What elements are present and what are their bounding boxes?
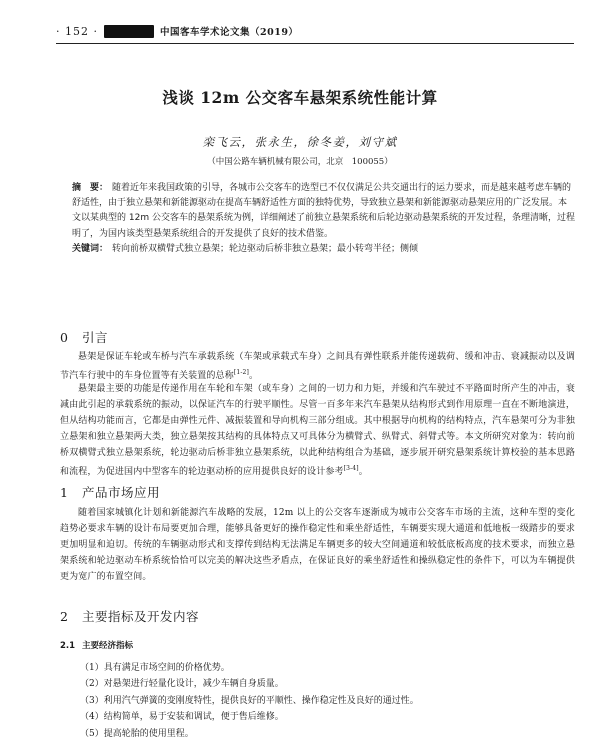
intro-paragraph-2	[60, 381, 575, 480]
citation-ref: [3-4]	[343, 465, 359, 472]
subsection-number: 2.1	[60, 641, 76, 651]
paragraph-end: 。	[248, 371, 259, 381]
list-item: （4）结构简单，易于安装和调试，便于售后维修。	[80, 712, 284, 723]
header-rule	[56, 43, 574, 44]
abstract-label: 摘 要：	[72, 183, 109, 193]
running-header	[56, 22, 576, 40]
page-number: · 152 ·	[56, 24, 98, 38]
paragraph-text: 悬架是保证车轮或车桥与汽车承载系统（车架或承载式车身）之间具有弹性联系并能传递载荷、缓和冲击、衰减振动以及调节汽车行驶中的车身位置等有关装置的总称	[60, 352, 575, 381]
list-item: （2）对悬架进行轻量化设计，减少车辆自身质量。	[80, 679, 284, 690]
article-authors: 栾飞云，张永生，徐冬姜，刘守斌	[202, 135, 398, 149]
section-heading-2	[60, 607, 199, 625]
paragraph-text: 悬架最主要的功能是传递作用在车轮和车架（或车身）之间的一切力和力矩，并缓和汽车驶过不平路面时所产生的冲击，衰减由此引起的承载系统的振动，以保证汽车的行驶平顺性。尽管一百多年来汽车悬架从结构形式到作用原理一直在不断地演进，但从结构功能而言，它都是由弹性元件、减振装置和导向机构三部分组成。其中根据导向机构的结构特点，汽车悬架可分为非独立悬架和独立悬架两大类，独立悬架按其结构的具体特点又可具体分为横臂式、纵臂式、斜臂式等。本文所研究对象为：转向前桥双横臂式独立悬架系统，轮边驱动后桥非独立悬架系统，以此种结构组合为基础，逐步展开研究悬架系统计算校验的基本思路和流程，为促进国内中型客车的轮边驱动桥的应用提供良好的设计参考	[60, 384, 575, 477]
section-heading-0	[60, 328, 108, 346]
subsection-title: 主要经济指标	[82, 641, 134, 651]
paragraph-text: 随着国家城镇化计划和新能源汽车战略的发展，12m 以上的公交客车逐渐成为城市公交客车市场的主流，这种车型的变化趋势必要求车辆的设计布局要更加合理，能够具备更好的操作稳定性和乘坐舒适性，车辆要实现大通道和低地板一级踏步的要求更加明显和迫切。传统的车辆驱动形式和支撑传到结构无法满足车辆更多的较大空间通道和较低底板高度的技术要求，而独立悬架系统和轮边驱动车桥系统恰恰可以完美的解决这些矛盾点，在保证良好的乘坐舒适性和操纵稳定性的条件下，可以为车辆提供更为宽广的布置空间。	[60, 508, 575, 582]
section-heading-1	[60, 483, 160, 501]
subsection-heading-2-1	[60, 639, 133, 651]
intro-paragraph-1	[60, 349, 575, 384]
section-title: 产品市场应用	[82, 485, 161, 500]
keywords-label: 关键词：	[72, 243, 109, 254]
section-number: 1	[60, 485, 69, 500]
section-title: 引言	[82, 330, 109, 345]
list-item: （5）提高轮胎的使用里程。	[80, 728, 194, 739]
keywords-line	[72, 242, 575, 257]
list-item: （3）利用汽气弹簧的变刚度特性，提供良好的平顺性、操作稳定性及良好的通过性。	[80, 695, 419, 706]
section-number: 0	[60, 330, 69, 345]
abstract-text: 随着近年来我国政策的引导，各城市公交客车的选型已不仅仅满足公共交通出行的运力要求，而是越来越考虑车辆的舒适性，由于独立悬架和新能源驱动在提高车辆舒适性方面的独特优势，导致独立悬架和新能源驱动悬架应用的广泛发展。本文以某典型的 12m 公交客车的悬架系统为例，详细阐述了前独立悬架系统和后轮边驱动悬架系统的开发过程，条理清晰，过程明了，为国内该类型悬架系统组合的开发提供了良好的技术借鉴。	[72, 183, 575, 239]
article-affiliation: （中国公路车辆机械有限公司，北京 100055）	[207, 157, 393, 167]
market-paragraph	[60, 505, 575, 585]
citation-ref: [1-2]	[233, 369, 249, 376]
article-title: 浅谈 12m 公交客车悬架系统性能计算	[162, 88, 438, 107]
journal-name: 中国客车学术论文集（2019）	[159, 27, 299, 38]
section-title: 主要指标及开发内容	[82, 609, 200, 624]
abstract-block	[72, 181, 575, 257]
indicator-list	[80, 660, 575, 742]
keywords-text: 转向前桥双横臂式独立悬架；轮边驱动后桥非独立悬架；最小转弯半径；侧倾	[112, 243, 419, 254]
section-number: 2	[60, 609, 69, 624]
list-item: （1）具有满足市场空间的价格优势。	[80, 663, 230, 673]
paragraph-end: 。	[358, 467, 368, 477]
journal-logo	[104, 25, 154, 38]
